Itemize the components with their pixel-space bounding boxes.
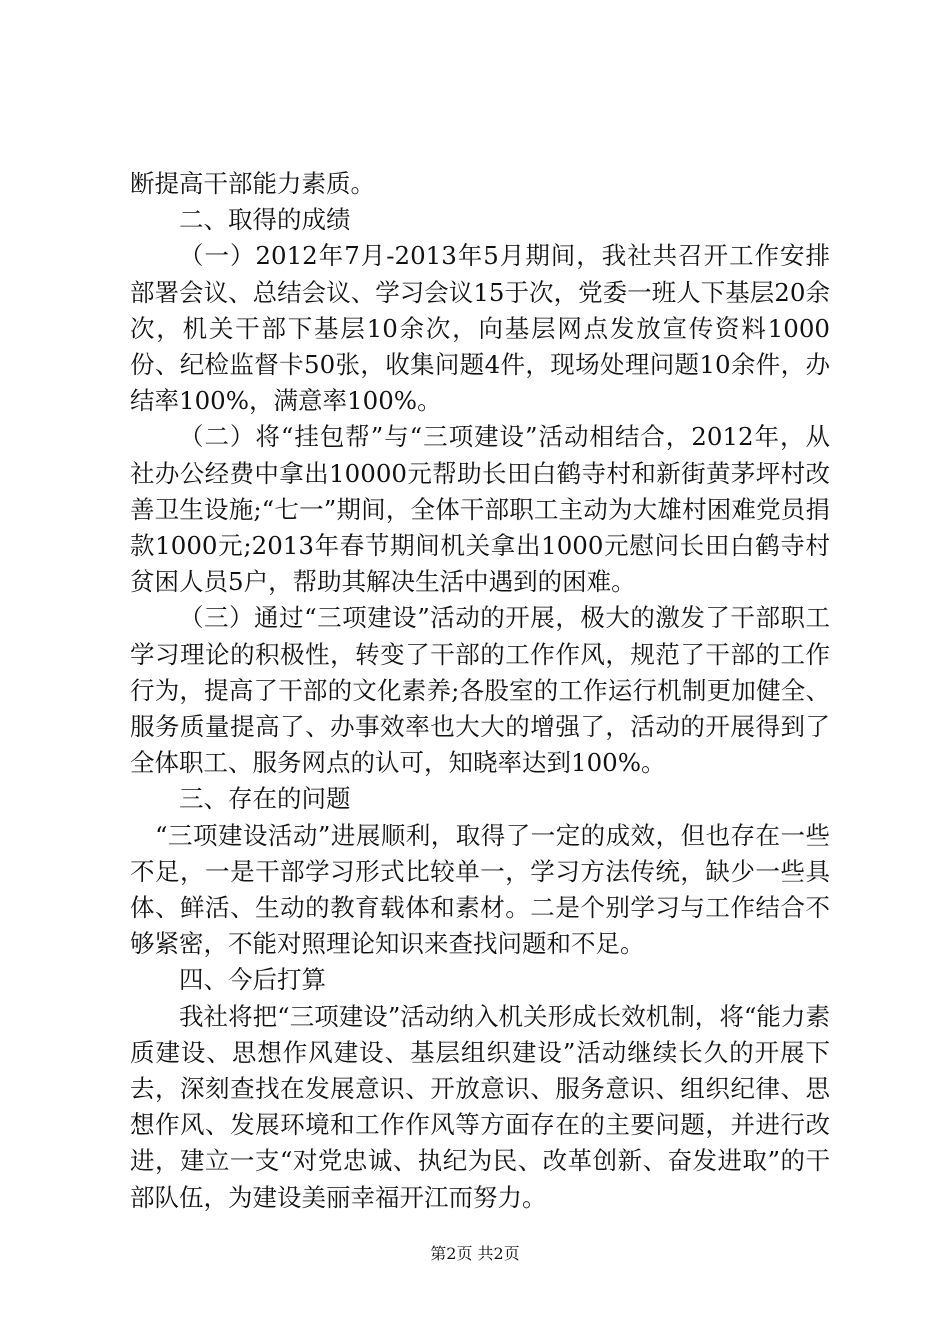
- paragraph-future-plans: 我社将把“三项建设”活动纳入机关形成长效机制，将“能力素质建设、思想作风建设、基层组织建设”活动继续长久的开展下去，深刻查找在发展意识、开放意识、服务意识、组织纪律、思想作风、发展环境和工作作风等方面存在的主要问题，并进行改进，建立一支“对党忠诚、执纪为民、改革创新、奋发进取”的干部队伍，为建设美丽幸福开江而努力。: [130, 1001, 830, 1212]
- page-footer: [0, 1244, 950, 1264]
- paragraph-achievement-2: （二）将“挂包帮”与“三项建设”活动相结合，2012年，从社办公经费中拿出10000元帮助长田白鹤寺村和新街黄茅坪村改善卫生设施;“七一”期间，全体干部职工主动为大雄村困难党员捐款1000元;2013年春节期间机关拿出1000元慰问长田白鹤寺村贫困人员5户，帮助其解决生活中遇到的困难。: [130, 422, 830, 597]
- heading-achievements: 二、取得的成绩: [179, 205, 351, 235]
- heading-problems: 三、存在的问题: [179, 784, 351, 814]
- paragraph-problems: “三项建设活动”进展顺利，取得了一定的成效，但也存在一些不足，一是干部学习形式比较单一，学习方法传统，缺少一些具体、鲜活、生动的教育载体和素材。二是个别学习与工作结合不够紧密，不能对照理论知识来查找问题和不足。: [130, 820, 830, 959]
- paragraph-continuation: 断提高干部能力素质。: [130, 169, 375, 198]
- paragraph-achievement-3: （三）通过“三项建设”活动的开展，极大的激发了干部职工学习理论的积极性，转变了干部的工作作风，规范了干部的工作行为，提高了干部的文化素养;各股室的工作运行机制更加健全、服务质量提高了、办事效率也大大的增强了，活动的开展得到了全体职工、服务网点的认可，知晓率达到100%。: [130, 603, 830, 778]
- heading-future-plans: 四、今后打算: [179, 965, 326, 995]
- page-number-label: 第2页 共2页: [430, 1244, 520, 1263]
- document-body: [130, 166, 830, 1216]
- paragraph-achievement-1: （一）2012年7月-2013年5月期间，我社共召开工作安排部署会议、总结会议、学习会议15于次，党委一班人下基层20余次，机关干部下基层10余次，向基层网点发放宣传资料1000份、纪检监督卡50张，收集问题4件，现场处理问题10余件，办结率100%，满意率100%。: [130, 241, 830, 416]
